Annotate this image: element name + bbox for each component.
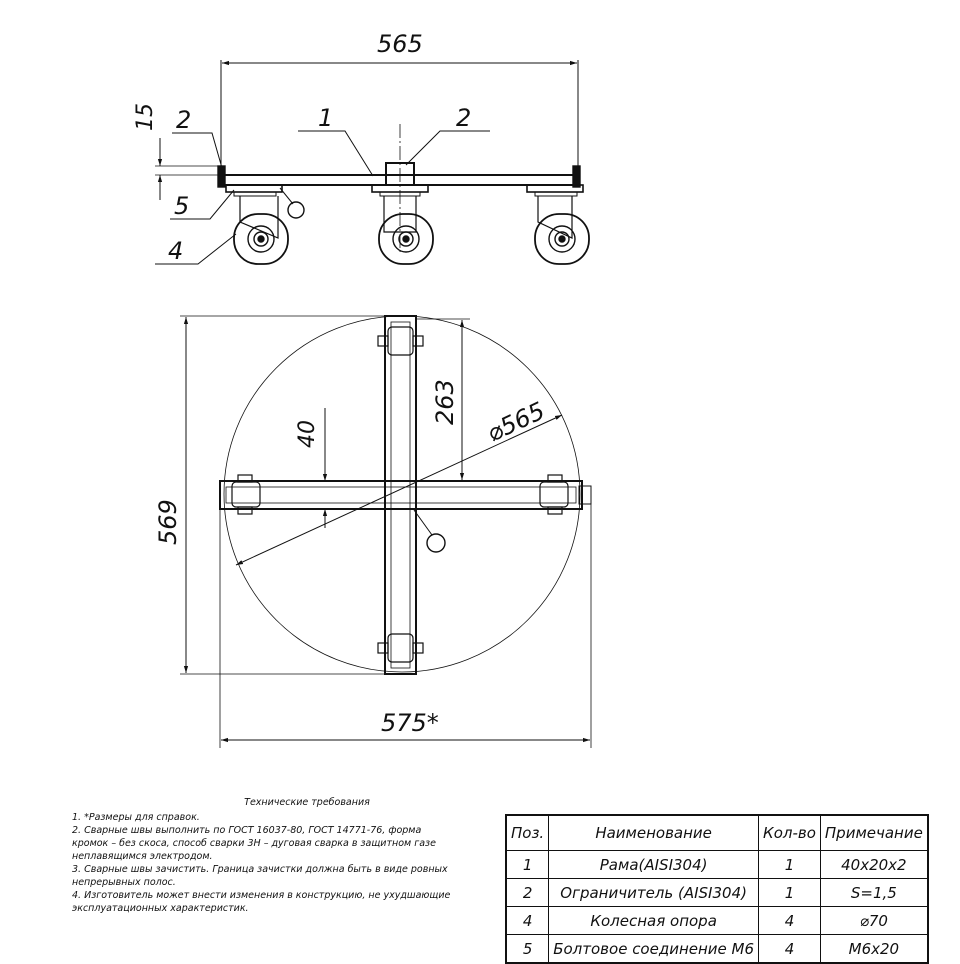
caster-wheel-right (527, 185, 589, 264)
caster-wheel-left (226, 185, 288, 264)
header-position: Поз. (506, 815, 549, 851)
notes-line: 1. *Размеры для справок. (72, 812, 200, 823)
cell-quantity: 1 (759, 879, 821, 907)
limiter-right (573, 166, 580, 187)
horizontal-bar (220, 481, 582, 509)
diameter-dimension: ⌀565 (482, 396, 550, 448)
top-width-dimension: 575* (381, 709, 439, 737)
cell-position: 5 (506, 935, 549, 964)
callout-2-right: 2 (456, 104, 472, 132)
notes-title: Технические требования (244, 797, 370, 808)
notes-line: эксплуатационных характеристик. (72, 903, 249, 914)
cell-note: S=1,5 (820, 879, 927, 907)
limiter-left (218, 166, 225, 187)
cell-quantity: 1 (759, 851, 821, 879)
cell-name: Колесная опора (549, 907, 759, 935)
weld-marker-top (427, 534, 445, 552)
table-header-row (506, 815, 928, 851)
cell-position: 4 (506, 907, 549, 935)
table-row (506, 907, 928, 935)
caster-wheel-center (372, 185, 433, 264)
callout-2-left: 2 (176, 106, 192, 134)
notes-line: кромок – без скоса, способ сварки 3Н – дуговая сварка в защитном газе (72, 838, 436, 849)
offset-dimension: 263 (431, 379, 459, 425)
cell-name: Рама(AISI304) (549, 851, 759, 879)
cell-note: ⌀70 (820, 907, 927, 935)
notes-line: непрерывных полос. (72, 877, 176, 888)
callout-5: 5 (174, 192, 190, 220)
caster-top (232, 327, 568, 662)
notes-line: 4. Изготовитель может внести изменения в конструкцию, не ухудшающие (72, 890, 451, 901)
notes-line: 2. Сварные швы выполнить по ГОСТ 16037-80, ГОСТ 14771-76, форма (72, 825, 422, 836)
table-row (506, 851, 928, 879)
bar-width-dimension: 40 (295, 420, 320, 448)
specification-table (505, 814, 929, 964)
notes-line: неплавящимся электродом. (72, 851, 213, 862)
cell-quantity: 4 (759, 907, 821, 935)
weld-marker (288, 202, 304, 218)
leader-2-right (406, 131, 490, 165)
table-row (506, 935, 928, 964)
cell-position: 2 (506, 879, 549, 907)
top-height-dimension: 569 (154, 499, 182, 545)
cell-position: 1 (506, 851, 549, 879)
technical-requirements (72, 796, 502, 915)
header-name: Наименование (549, 815, 759, 851)
side-height-dimension: 15 (133, 103, 158, 131)
header-quantity: Кол-во (759, 815, 821, 851)
callout-4: 4 (168, 237, 184, 265)
side-view (155, 60, 589, 264)
header-note: Примечание (820, 815, 927, 851)
cell-name: Болтовое соединение М6 (549, 935, 759, 964)
cell-quantity: 4 (759, 935, 821, 964)
cell-name: Ограничитель (AISI304) (549, 879, 759, 907)
leader-2-left (172, 133, 222, 168)
side-width-dimension: 565 (377, 30, 423, 58)
cell-note: 40х20х2 (820, 851, 927, 879)
outline-circle (224, 316, 580, 672)
notes-line: 3. Сварные швы зачистить. Граница зачистки должна быть в виде ровных (72, 864, 448, 875)
vertical-bar (385, 316, 416, 674)
top-view (180, 316, 591, 748)
callout-1: 1 (318, 104, 334, 132)
frame-bar (222, 175, 577, 185)
leader-1 (298, 131, 373, 176)
table-row (506, 879, 928, 907)
cell-note: М6х20 (820, 935, 927, 964)
